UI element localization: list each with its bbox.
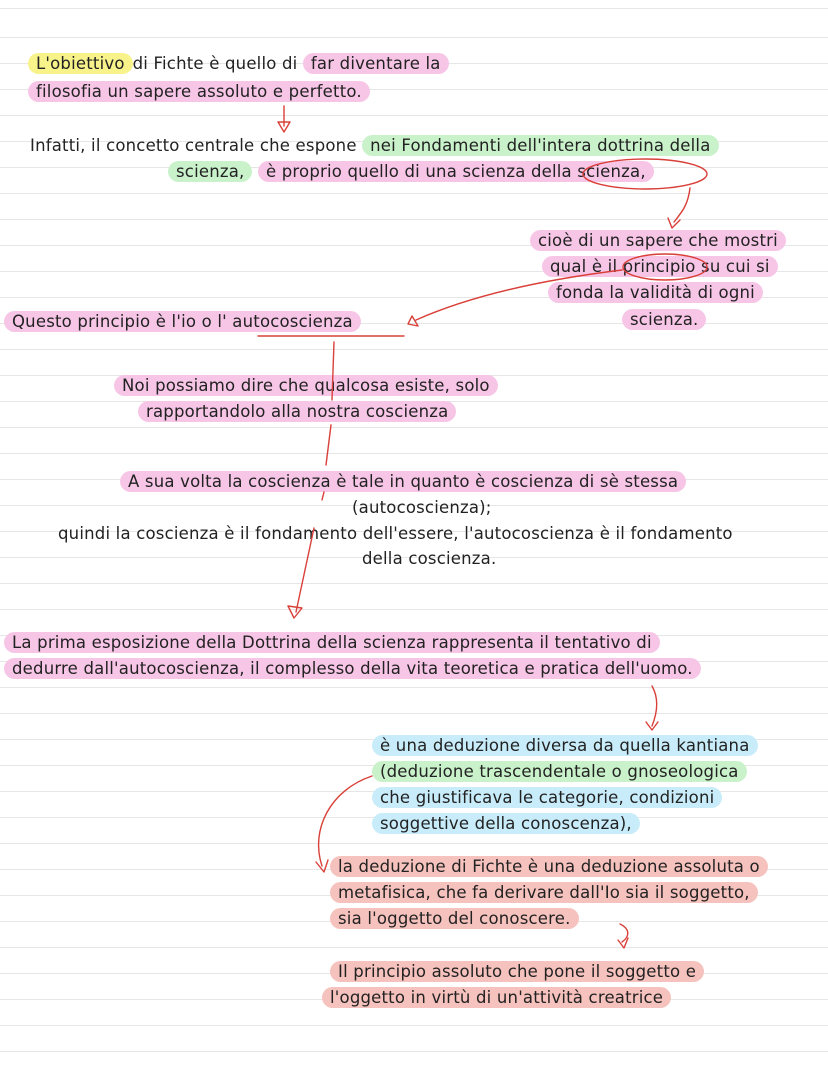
- arrow-head-3: [408, 316, 418, 326]
- block3-line4: scienza.: [622, 308, 706, 332]
- vertical-line-4a: [332, 342, 334, 400]
- block10-line1: Il principio assoluto che pone il soggetto e: [330, 960, 704, 984]
- block9-line2: metafisica, che fa derivare dall'Io sia il soggetto,: [330, 881, 758, 905]
- block7-line2: dedurre dall'autocoscienza, il complesso della vita teoretica e pratica dell'uomo.: [4, 657, 701, 681]
- block1-line2: filosofia un sapere assoluto e perfetto.: [28, 80, 370, 104]
- block9-line1: la deduzione di Fichte è una deduzione assoluta o: [330, 855, 768, 879]
- block8-line2: (deduzione trascendentale o gnoseologica: [372, 760, 747, 784]
- block3-line1: cioè di un sapere che mostri: [530, 229, 786, 253]
- block9-line3: sia l'oggetto del conoscere.: [330, 907, 579, 931]
- arrow-head-2: [668, 218, 680, 228]
- circle-scienza: [583, 159, 707, 189]
- block3-line2: qual è il principio su cui si: [542, 255, 778, 279]
- block2-line1: Infatti, il concetto centrale che espone nei Fondamenti dell'intera dottrina della: [30, 134, 719, 158]
- block4-line1: Questo principio è l'io o l' autocoscienza: [4, 310, 361, 334]
- block7-line1: La prima esposizione della Dottrina della scienza rappresenta il tentativo di: [4, 631, 660, 655]
- block6-line1: A sua volta la coscienza è tale in quanto è coscienza di sè stessa: [120, 470, 686, 494]
- arrow-curve-5: [652, 686, 657, 726]
- arrow-long-3: [416, 270, 622, 320]
- circle-principio: [623, 254, 707, 280]
- obiettivo-term: L'obiettivo: [28, 53, 133, 74]
- vertical-line-4d: [296, 528, 314, 612]
- vertical-line-4c: [322, 492, 324, 500]
- arrow-head-4: [288, 606, 302, 618]
- vertical-line-4b: [326, 425, 331, 465]
- block10-line2: l'oggetto in virtù di un'attività creatrice: [322, 986, 671, 1010]
- block8-line1: è una deduzione diversa da quella kantiana: [372, 734, 758, 758]
- block5-line1: Noi possiamo dire che qualcosa esiste, solo: [114, 374, 498, 398]
- arrow-curve-6: [319, 776, 372, 866]
- block2-line2: scienza, è proprio quello di una scienza della scienza,: [168, 160, 654, 184]
- block3-line3: fonda la validità di ogni: [548, 281, 763, 305]
- block8-line4: soggettive della conoscenza),: [372, 812, 640, 836]
- arrow-head-7: [618, 938, 628, 948]
- block1-line1: L'obiettivo di Fichte è quello di far diventare la: [28, 52, 449, 76]
- block8-line3: che giustificava le categorie, condizioni: [372, 786, 722, 810]
- block6-line2: (autocoscienza);: [352, 498, 492, 517]
- arrow-curve-7: [620, 924, 628, 942]
- arrow-curve-2: [674, 188, 690, 222]
- block5-line2: rapportandolo alla nostra coscienza: [138, 400, 456, 424]
- block6-line4: della coscienza.: [362, 549, 497, 568]
- block6-line3: quindi la coscienza è il fondamento dell'essere, l'autocoscienza è il fondamento: [58, 524, 733, 543]
